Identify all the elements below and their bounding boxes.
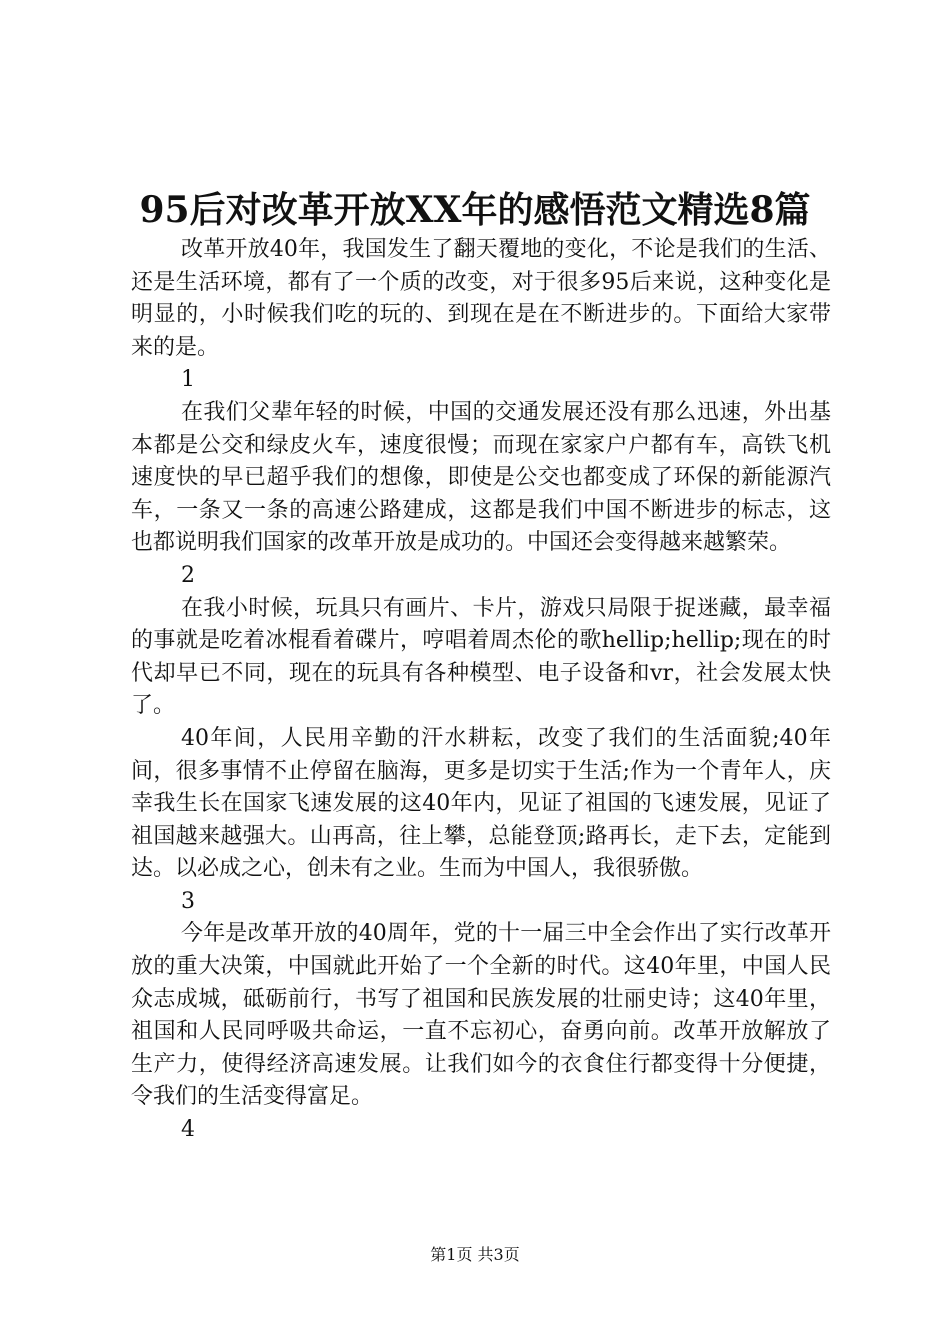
page-footer: 第1页 共3页 (430, 1245, 520, 1264)
section-number-2: 2 (181, 562, 195, 588)
section-1-paragraph: 在我们父辈年轻的时候，中国的交通发展还没有那么迅速，外出基本都是公交和绿皮火车，速度很慢；而现在家家户户都有车，高铁飞机速度快的早已超乎我们的想像，即使是公交也都变成了环保的新能源汽车，一条又一条的高速公路建成，这都是我们中国不断进步的标志，这也都说明我们国家的改革开放是成功的。中国还会变得越来越繁荣。 (131, 399, 831, 556)
document-body (131, 234, 831, 1147)
section-2-paragraph-1: 在我小时候，玩具只有画片、卡片，游戏只局限于捉迷藏，最幸福的事就是吃着冰棍看着碟片，哼唱着周杰伦的歌hellip;hellip;现在的时代却早已不同，现在的玩具有各种模型、电子设备和vr，社会发展太快了。 (131, 595, 831, 719)
section-number-3: 3 (181, 888, 195, 914)
section-3-paragraph: 今年是改革开放的40周年，党的十一届三中全会作出了实行改革开放的重大决策，中国就此开始了一个全新的时代。这40年里，中国人民众志成城，砥砺前行，书写了祖国和民族发展的壮丽史诗；这40年里，祖国和人民同呼吸共命运，一直不忘初心，奋勇向前。改革开放解放了生产力，使得经济高速发展。让我们如今的衣食住行都变得十分便捷，令我们的生活变得富足。 (131, 921, 831, 1110)
section-number-4: 4 (181, 1117, 195, 1143)
section-number-1: 1 (181, 367, 195, 393)
intro-paragraph: 改革开放40年，我国发生了翻天覆地的变化，不论是我们的生活、还是生活环境，都有了一个质的改变，对于很多95后来说，这种变化是明显的，小时候我们吃的玩的、到现在是在不断进步的。下面给大家带来的是。 (131, 237, 831, 360)
section-2-paragraph-2: 40年间，人民用辛勤的汗水耕耘，改变了我们的生活面貌;40年间，很多事情不止停留在脑海，更多是切实于生活;作为一个青年人，庆幸我生长在国家飞速发展的这40年内，见证了祖国的飞速发展，见证了祖国越来越强大。山再高，往上攀，总能登顶;路再长，走下去，定能到达。以必成之心，创未有之业。生而为中国人，我很骄傲。 (131, 725, 831, 882)
document-title: 95后对改革开放XX年的感悟范文精选8篇 (139, 189, 811, 231)
